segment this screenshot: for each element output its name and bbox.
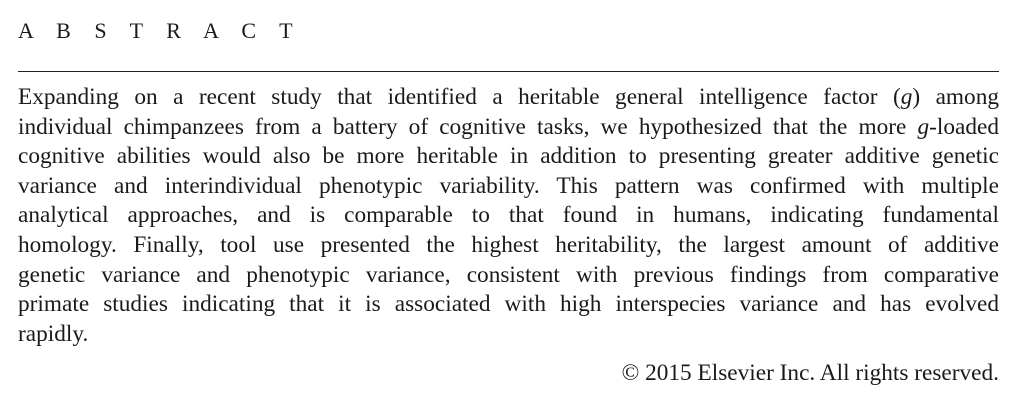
abstract-line: Expanding on a recent study that identified a heritable general intelligence factor (g) among (18, 84, 999, 110)
abstract-line: rapidly. (18, 320, 89, 347)
abstract-heading: A B S T R A C T (18, 18, 302, 43)
abstract-line: genetic variance and phenotypic variance, consistent with previous findings from comparative (18, 261, 999, 288)
abstract-line: individual chimpanzees from a battery of cognitive tasks, we hypothesized that the more g-loaded (18, 113, 999, 140)
abstract-line: variance and interindividual phenotypic variability. This pattern was confirmed with multiple (18, 172, 999, 199)
abstract-line: analytical approaches, and is comparable to that found in humans, indicating fundamental (18, 202, 999, 229)
copyright-notice: © 2015 Elsevier Inc. All rights reserved. (621, 360, 999, 386)
abstract-line: cognitive abilities would also be more heritable in addition to presenting greater additive genetic (18, 143, 999, 170)
section-divider (18, 71, 999, 72)
italic-g: g (917, 113, 930, 140)
abstract-body (18, 83, 999, 349)
abstract-line: homology. Finally, tool use presented the highest heritability, the largest amount of additive (18, 231, 999, 258)
abstract-line: primate studies indicating that it is associated with high interspecies variance and has evolved (18, 291, 999, 318)
italic-g: g (900, 84, 913, 110)
